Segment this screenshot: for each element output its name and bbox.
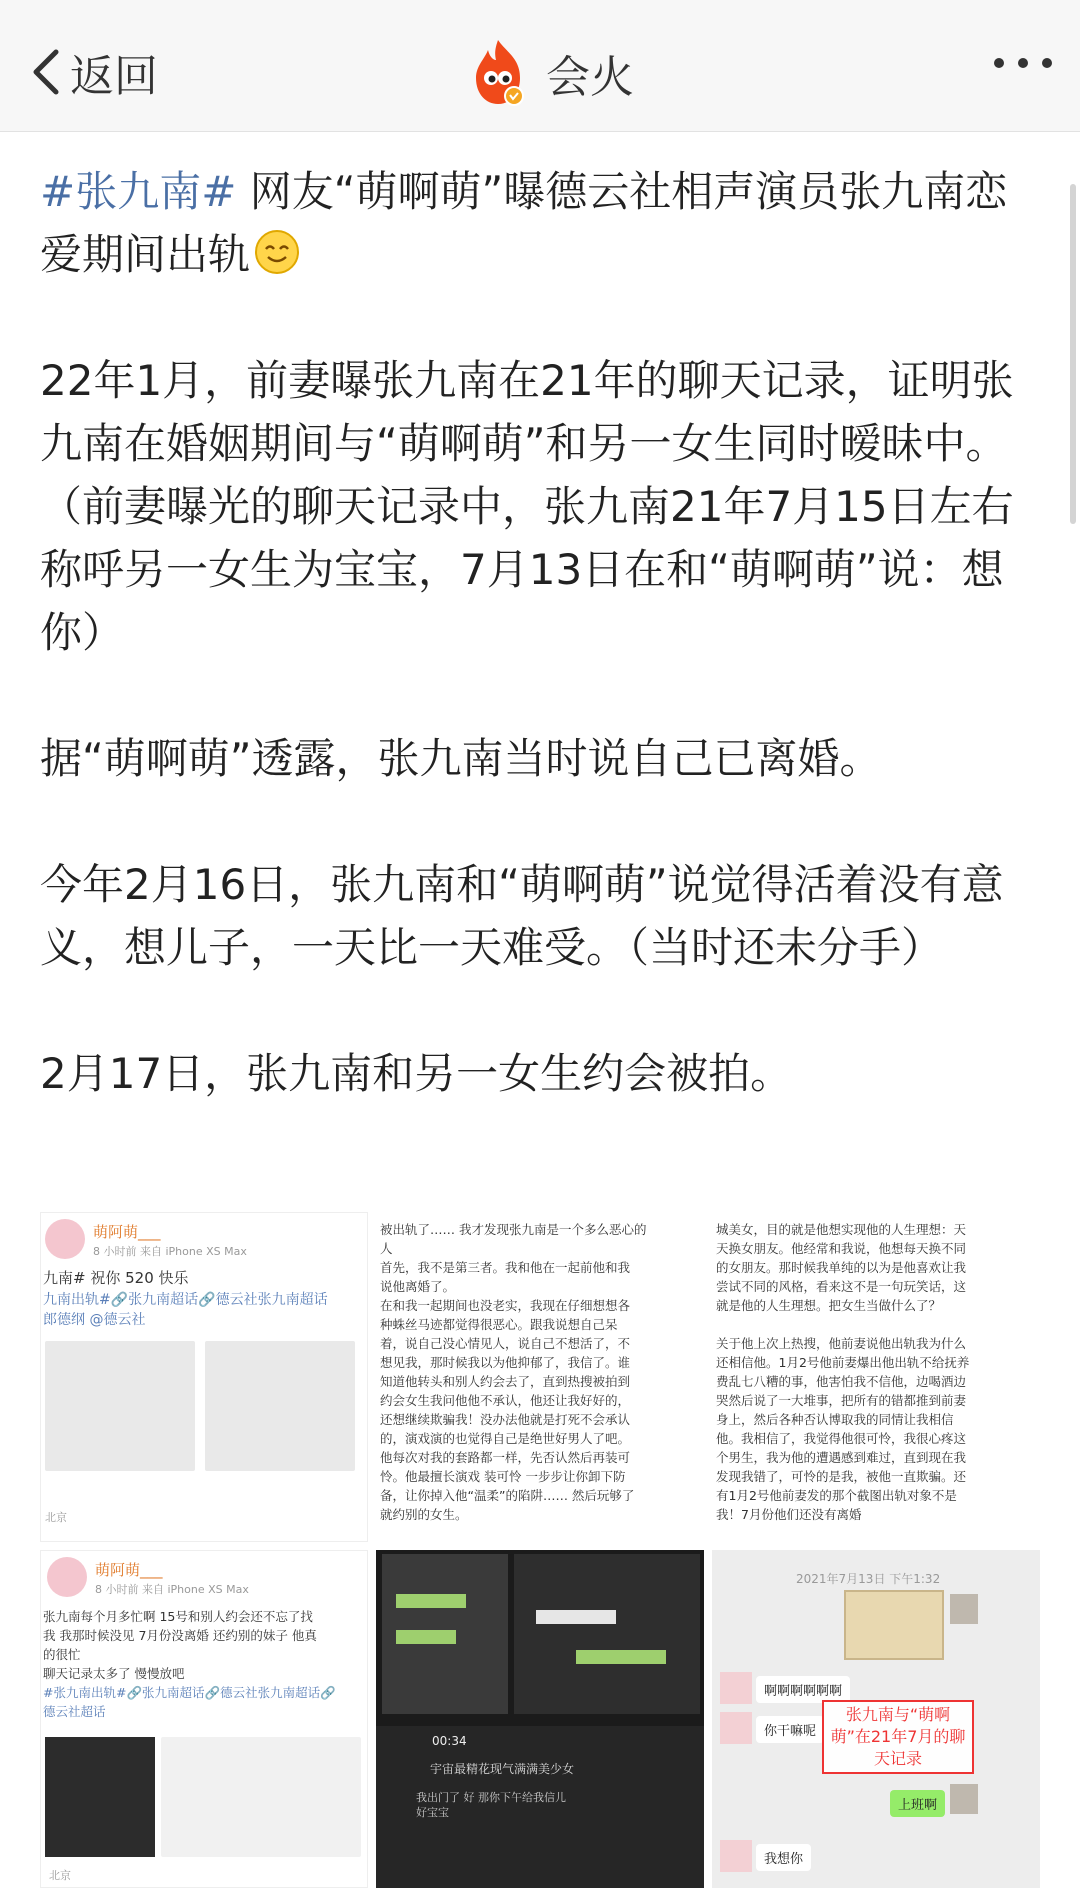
- weibo-username: 萌阿萌___: [95, 1561, 163, 1579]
- text-line: 说他离婚了。: [380, 1279, 456, 1294]
- text-line: 城美女，目的就是他想实现他的人生理想：天: [716, 1222, 967, 1237]
- text-line: 费乱七八糟的事，他害怕我不信他，边喝酒边: [716, 1374, 967, 1389]
- weibo-hashtags: 九南出轨#🔗张九南超话🔗德云社张九南超话: [43, 1292, 328, 1308]
- screenshot-thumbnail: [205, 1341, 355, 1471]
- text-line: 还想继续欺骗我！没办法他就是打死不会承认: [380, 1412, 631, 1427]
- video-caption: 宇宙最精花现气满满美少女: [430, 1762, 575, 1776]
- post-paragraph-3: 据“萌啊萌”透露，张九南当时说自己已离婚。: [40, 734, 882, 783]
- text-line: 他。我相信了，我觉得他很可怜，我很心疼这: [716, 1431, 967, 1446]
- smile-emoji-icon: [254, 229, 300, 275]
- screenshot-thumbnail: [45, 1737, 155, 1857]
- post-headline: 网友“萌啊萌”曝德云社相声演员张九南恋爱期间出轨: [40, 167, 1008, 279]
- post-meta: 8 小时前 来自 iPhone XS Max: [93, 1245, 247, 1258]
- spacer: [716, 1315, 1038, 1334]
- fire-logo-icon: [466, 38, 530, 108]
- text-line: 我！7月份他们还没有离婚: [716, 1507, 862, 1522]
- text-line: 就约别的女生。: [380, 1507, 468, 1522]
- chat-message: 上班啊: [890, 1790, 945, 1817]
- time-label: 00:34: [432, 1734, 467, 1748]
- post-paragraph-1: [40, 160, 1040, 286]
- text-line: 还相信他。1月2号他前妻爆出他出轨不给抚养: [716, 1355, 970, 1370]
- back-label: 返回: [70, 51, 158, 102]
- location-label: 北京: [45, 1511, 67, 1524]
- annotation-label: 张九南与“萌啊萌”在21年7月的聊天记录: [822, 1700, 974, 1774]
- chat-message: 啊啊啊啊啊啊: [756, 1676, 850, 1703]
- avatar: [720, 1672, 752, 1704]
- image-tile-1[interactable]: [40, 1212, 368, 1542]
- chat-message: 你干嘛呢: [756, 1716, 824, 1743]
- chevron-left-icon: [30, 48, 60, 96]
- text-line: 身上，然后各种否认博取我的同情让我相信: [716, 1412, 954, 1427]
- avatar: [950, 1784, 978, 1814]
- chat-date: 2021年7月13日 下午1:32: [796, 1572, 941, 1586]
- text-line: 知道他转头和别人约会去了，直到热搜被拍到: [380, 1374, 631, 1389]
- chat-bubble: [536, 1610, 616, 1624]
- chat-letter-text: [716, 1220, 1038, 1524]
- weibo-username: 萌阿萌___: [93, 1223, 161, 1241]
- text-line: 他每次对我的套路都一样，先否认然后再装可: [380, 1450, 631, 1465]
- text-line: 我 我那时候没见 7月份没离婚 还约别的妹子 他真: [43, 1628, 317, 1643]
- post-body: [40, 160, 1040, 1105]
- weibo-hashtags: #张九南出轨#🔗张九南超话🔗德云社张九南超话🔗: [43, 1685, 336, 1700]
- image-tile-3[interactable]: [712, 1212, 1040, 1542]
- chat-bubble: [396, 1594, 466, 1608]
- weibo-mentions: 郎德纲 @德云社: [43, 1312, 146, 1328]
- text-line: 被出轨了…… 我才发现张九南是一个多么恶心的: [380, 1222, 647, 1237]
- image-tile-6[interactable]: [712, 1550, 1040, 1888]
- weibo-text: [43, 1607, 367, 1721]
- post-paragraph-4: 今年2月16日，张九南和“萌啊萌”说觉得活着没有意义，想儿子，一天比一天难受。（当时还未分手）: [40, 860, 1004, 972]
- text-line: 的，演戏演的也觉得自己是绝世好男人了吧。: [380, 1431, 631, 1446]
- back-button[interactable]: [30, 42, 158, 102]
- text-line: 想见我，那时候我以为他抑郁了，我信了。谁: [380, 1355, 631, 1370]
- image-tile-2[interactable]: [376, 1212, 704, 1542]
- text-line: 就是他的人生理想。把女生当做什么了？: [716, 1298, 942, 1313]
- scrollbar[interactable]: [1070, 184, 1076, 524]
- text-line: 在和我一起期间也没老实，我现在仔细想想各: [380, 1298, 631, 1313]
- text-line: 天换女朋友。他经常和我说，他想每天换不同: [716, 1241, 967, 1256]
- image-grid: [40, 1212, 1040, 1888]
- screenshot-thumbnail: [161, 1737, 361, 1857]
- weibo-line: 九南# 祝你 520 快乐: [43, 1269, 189, 1287]
- text-line: 的很忙: [43, 1647, 81, 1662]
- text-line: 首先，我不是第三者。我和他在一起前他和我: [380, 1260, 631, 1275]
- avatar: [720, 1712, 752, 1744]
- text-line: 种蛛丝马迹都觉得很恶心。跟我说想自己呆: [380, 1317, 618, 1332]
- image-tile-5[interactable]: [376, 1550, 704, 1888]
- text-line: 张九南每个月多忙啊 15号和别人约会还不忘了找: [43, 1609, 313, 1624]
- sticker-image: [844, 1590, 944, 1660]
- location-label: 北京: [49, 1869, 71, 1882]
- text-line: 个男生，我为他的遭遇感到难过，直到现在我: [716, 1450, 967, 1465]
- avatar: [950, 1594, 978, 1624]
- chat-screenshot: [514, 1554, 700, 1714]
- text-line: 人: [380, 1241, 393, 1256]
- top-nav-bar: [0, 0, 1080, 132]
- more-dots-icon[interactable]: [994, 58, 1052, 68]
- hashtag-link[interactable]: #张九南#: [40, 167, 237, 216]
- post-paragraph-5: 2月17日，张九南和另一女生约会被拍。: [40, 1049, 793, 1098]
- text-line: 约会女生我问他他不承认，他还让我好好的，: [380, 1393, 631, 1408]
- weibo-hashtags: 德云社超话: [43, 1704, 106, 1719]
- avatar: [720, 1840, 752, 1872]
- text-line: 尝试不同的风格，看来这不是一句玩笑话，这: [716, 1279, 967, 1294]
- account-header[interactable]: [466, 38, 634, 108]
- text-line: 怜。他最擅长演戏 装可怜 一步步让你卸下防: [380, 1469, 626, 1484]
- image-tile-4[interactable]: [40, 1550, 368, 1888]
- post-meta: 8 小时前 来自 iPhone XS Max: [95, 1583, 249, 1596]
- text-line: 哭然后说了一大堆事，把所有的错都推到前妻: [716, 1393, 967, 1408]
- post-paragraph-2: 22年1月，前妻曝张九南在21年的聊天记录，证明张九南在婚姻期间与“萌啊萌”和另一女生同时暧昧中。（前妻曝光的聊天记录中，张九南21年7月15日左右称呼另一女生为宝宝，7月13日在和“萌啊萌”说：想你）: [40, 356, 1014, 657]
- text-line: 着，说自己没心情见人，说自己不想活了，不: [380, 1336, 631, 1351]
- page-title: 会火: [546, 52, 634, 103]
- chat-message: 我想你: [756, 1844, 811, 1871]
- chat-bubble: [396, 1630, 456, 1644]
- screenshot-thumbnail: [45, 1341, 195, 1471]
- text-line: 关于他上次上热搜，他前妻说他出轨我为什么: [716, 1336, 967, 1351]
- chat-letter-text: [380, 1220, 700, 1524]
- text-line: 聊天记录太多了 慢慢放吧: [43, 1666, 185, 1681]
- chat-overlay-text: 我出门了 好 那你下午给我信儿 好宝宝: [416, 1791, 566, 1819]
- text-line: 的女朋友。那时候我单纯的以为是他喜欢让我: [716, 1260, 967, 1275]
- avatar: [45, 1219, 85, 1259]
- chat-bubble: [576, 1650, 666, 1664]
- text-line: 发现我错了，可怜的是我，被他一直欺骗。还: [716, 1469, 967, 1484]
- text-line: 备，让你掉入他“温柔”的陷阱…… 然后玩够了: [380, 1488, 635, 1503]
- text-line: 有1月2号他前妻发的那个截图出轨对象不是: [716, 1488, 957, 1503]
- avatar: [47, 1557, 87, 1597]
